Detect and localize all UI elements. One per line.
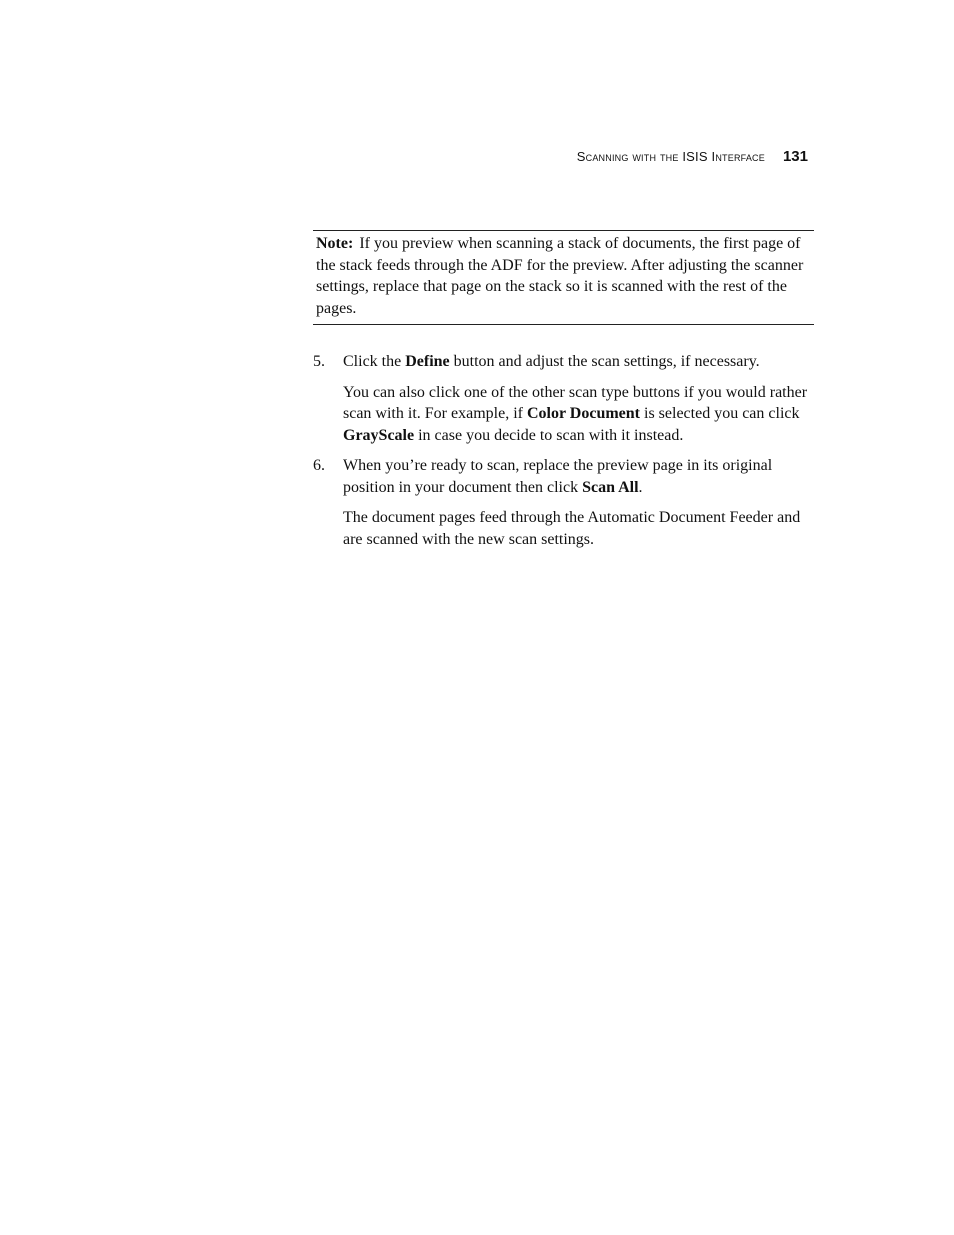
note-text: If you preview when scanning a stack of documents, the first page of the stack feeds through the ADF for the preview. After adjusting the scanner settings, replace that page on the stack so it is scanned with the rest of the pages. bbox=[316, 235, 804, 317]
detail-text: in case you decide to scan with it instead. bbox=[414, 426, 684, 444]
step-instruction bbox=[343, 351, 813, 373]
define-label: Define bbox=[405, 353, 450, 370]
scan-all-label: Scan All bbox=[582, 478, 639, 496]
note-label: Note: bbox=[316, 235, 354, 252]
grayscale-label: GrayScale bbox=[343, 426, 415, 444]
step-instruction bbox=[343, 455, 813, 498]
instruction-text: button and adjust the scan settings, if necessary. bbox=[449, 353, 760, 370]
instruction-text: Click the bbox=[343, 353, 406, 370]
step-6 bbox=[313, 455, 813, 550]
step-5 bbox=[313, 351, 813, 446]
running-header bbox=[577, 148, 808, 165]
step-number: 5. bbox=[313, 353, 325, 370]
header-title: Scanning with the ISIS Interface bbox=[576, 149, 765, 164]
instruction-text: . bbox=[638, 478, 643, 496]
step-detail: The document pages feed through the Automatic Document Feeder and are scanned with the new scan settings. bbox=[343, 509, 801, 548]
steps-list bbox=[313, 351, 813, 559]
step-number: 6. bbox=[313, 457, 325, 474]
step-detail bbox=[343, 382, 813, 447]
note-box bbox=[313, 230, 814, 325]
detail-text: You can also click one of the other scan type buttons if you would rather scan with it. For example, if bbox=[343, 383, 808, 422]
detail-text: is selected you can click bbox=[640, 405, 800, 422]
instruction-text: When you’re ready to scan, replace the preview page in its original position in your document then click bbox=[343, 457, 773, 496]
color-document-label: Color Document bbox=[526, 405, 640, 422]
page-number: 131 bbox=[782, 148, 808, 165]
